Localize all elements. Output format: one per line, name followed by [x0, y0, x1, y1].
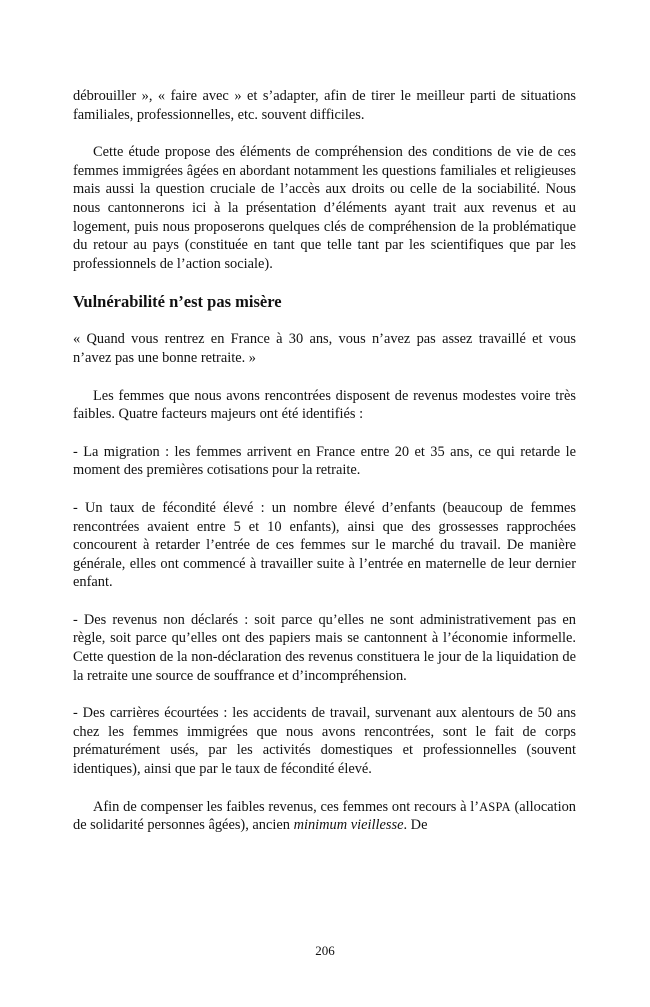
minimum-vieillesse-italic: minimum vieillesse [293, 817, 404, 834]
aspa-text-part-2: (allocation de solidarité personnes âgées), ancien [73, 798, 576, 834]
aspa-text-part-3: . De [403, 817, 428, 834]
paragraph-study-intro: Cette étude propose des éléments de compréhension des conditions de vie de ces femmes immigrées âgées en abordant notamment les questions familiales et religieuses mais aussi la question cruciale de l’accès aux droits ou celle de la sociabilité. Nous nous cantonnerons ici à la présentation d’éléments ayant trait aux revenus et au logement, puis nous proposerons quelques clés de compréhension de la problématique du retour au pays (constituée en tant que telle tant par les scientifiques que par les professionnels de l’action sociale). [73, 144, 576, 272]
factor-migration: - La migration : les femmes arrivent en France entre 20 et 35 ans, ce qui retarde le moment des premières cotisations pour la retraite. [73, 443, 576, 479]
aspa-text-part-1: Afin de compenser les faibles revenus, ces femmes ont recours à l’ [93, 798, 480, 815]
section-heading: Vulnérabilité n’est pas misère [73, 292, 282, 312]
factor-fertility: - Un taux de fécondité élevé : un nombre élevé d’enfants (beaucoup de femmes rencontrées avaient entre 5 et 10 enfants), ainsi que des grossesses rapprochées concourent à retarder l’entrée de ces femmes sur le marché du travail. De manière générale, elles ont commencé à travailler suite à l’entrée en maternelle de leur dernier enfant. [73, 499, 576, 591]
page-number: 206 [315, 943, 335, 958]
quote-paragraph: « Quand vous rentrez en France à 30 ans, vous n’avez pas assez travaillé et vous n’avez pas une bonne retraite. » [73, 331, 576, 366]
factor-undeclared-income: - Des revenus non déclarés : soit parce qu’elles ne sont administrativement pas en règle, soit parce qu’elles ont des papiers mais se cantonnent à l’économie informelle. Cette question de la non-déclaration des revenus constituera le jour de la liquidation de la retraite une source de souffrance et d’incompréhension. [73, 611, 576, 684]
paragraph-aspa [73, 798, 576, 835]
aspa-acronym: ASPA [479, 799, 511, 814]
paragraph-continuation: débrouiller », « faire avec » et s’adapter, afin de tirer le meilleur parti de situations familiales, professionnelles, etc. souvent difficiles. [73, 88, 576, 123]
paragraph-revenues: Les femmes que nous avons rencontrées disposent de revenus modestes voire très faibles. Quatre facteurs majeurs ont été identifiés : [73, 387, 576, 423]
factor-shortened-careers: - Des carrières écourtées : les accidents de travail, survenant aux alentours de 50 ans chez les femmes immigrées que nous avons rencontrées, sont le fait de corps prématurément usés, par les activités domestiques et professionnelles (souvent identiques), ainsi que par le taux de fécondité élevé. [73, 705, 576, 778]
document-page [73, 87, 576, 835]
